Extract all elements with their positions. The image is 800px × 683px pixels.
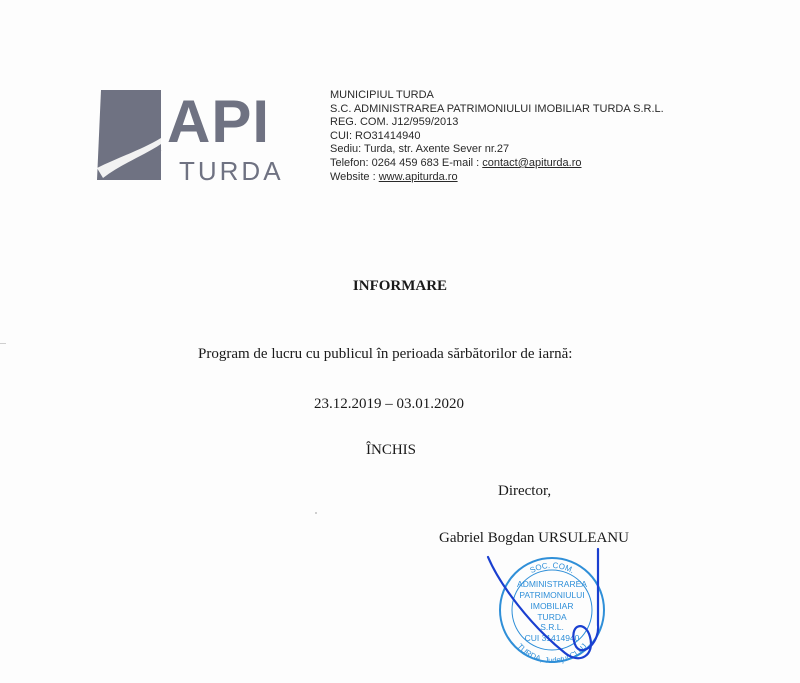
document-title: INFORMARE bbox=[352, 278, 448, 294]
period-text: 23.12.2019 – 03.01.2020 bbox=[314, 396, 464, 412]
header-contact: Telefon: 0264 459 683 E-mail : contact@apiturda.ro bbox=[330, 156, 582, 169]
status-text: ÎNCHIS bbox=[366, 442, 417, 458]
logo-subname: TURDA bbox=[179, 156, 284, 184]
header-address: Sediu: Turda, str. Axente Sever nr.27 bbox=[330, 143, 510, 156]
stamp-bottom-text: TURDA, Judeţul CLUJ bbox=[515, 641, 589, 666]
header-company: S.C. ADMINISTRAREA PATRIMONIULUI IMOBILIAR TURDA S.R.L. bbox=[330, 102, 664, 115]
stamp-top-text: SOC. COM. bbox=[528, 560, 576, 576]
header-cui: CUI: RO31414940 bbox=[330, 129, 421, 142]
header-reg-com: REG. COM. J12/959/2013 bbox=[330, 116, 459, 129]
signatory-role: Director, bbox=[498, 483, 552, 499]
signatory-name: Gabriel Bogdan URSULEANU bbox=[439, 530, 629, 546]
stamp-line: ADMINISTRAREA bbox=[517, 579, 587, 589]
svg-text:TURDA, Judeţul CLUJ bbox=[515, 642, 588, 665]
stamp-line: S.R.L. bbox=[540, 622, 564, 632]
company-header bbox=[330, 89, 664, 184]
stamp-line: PATRIMONIULUI bbox=[519, 590, 585, 600]
website-link[interactable]: www.apiturda.ro bbox=[378, 170, 458, 183]
email-link[interactable]: contact@apiturda.ro bbox=[482, 156, 582, 169]
stamp-line: CUI 31414940 bbox=[524, 633, 580, 643]
stamp-line: TURDA bbox=[537, 612, 567, 622]
header-website: Website : www.apiturda.ro bbox=[330, 170, 458, 183]
company-stamp bbox=[470, 545, 640, 683]
logo-name: API bbox=[167, 88, 271, 155]
stamp-line: IMOBILIAR bbox=[530, 601, 574, 611]
program-text: Program de lucru cu publicul în perioada sărbătorilor de iarnă: bbox=[198, 346, 573, 362]
scan-mark bbox=[0, 343, 6, 344]
api-turda-logo bbox=[93, 88, 303, 184]
scan-mark bbox=[315, 512, 317, 514]
svg-text:SOC. COM. bbox=[528, 561, 575, 575]
header-municipality: MUNICIPIUL TURDA bbox=[330, 89, 434, 101]
